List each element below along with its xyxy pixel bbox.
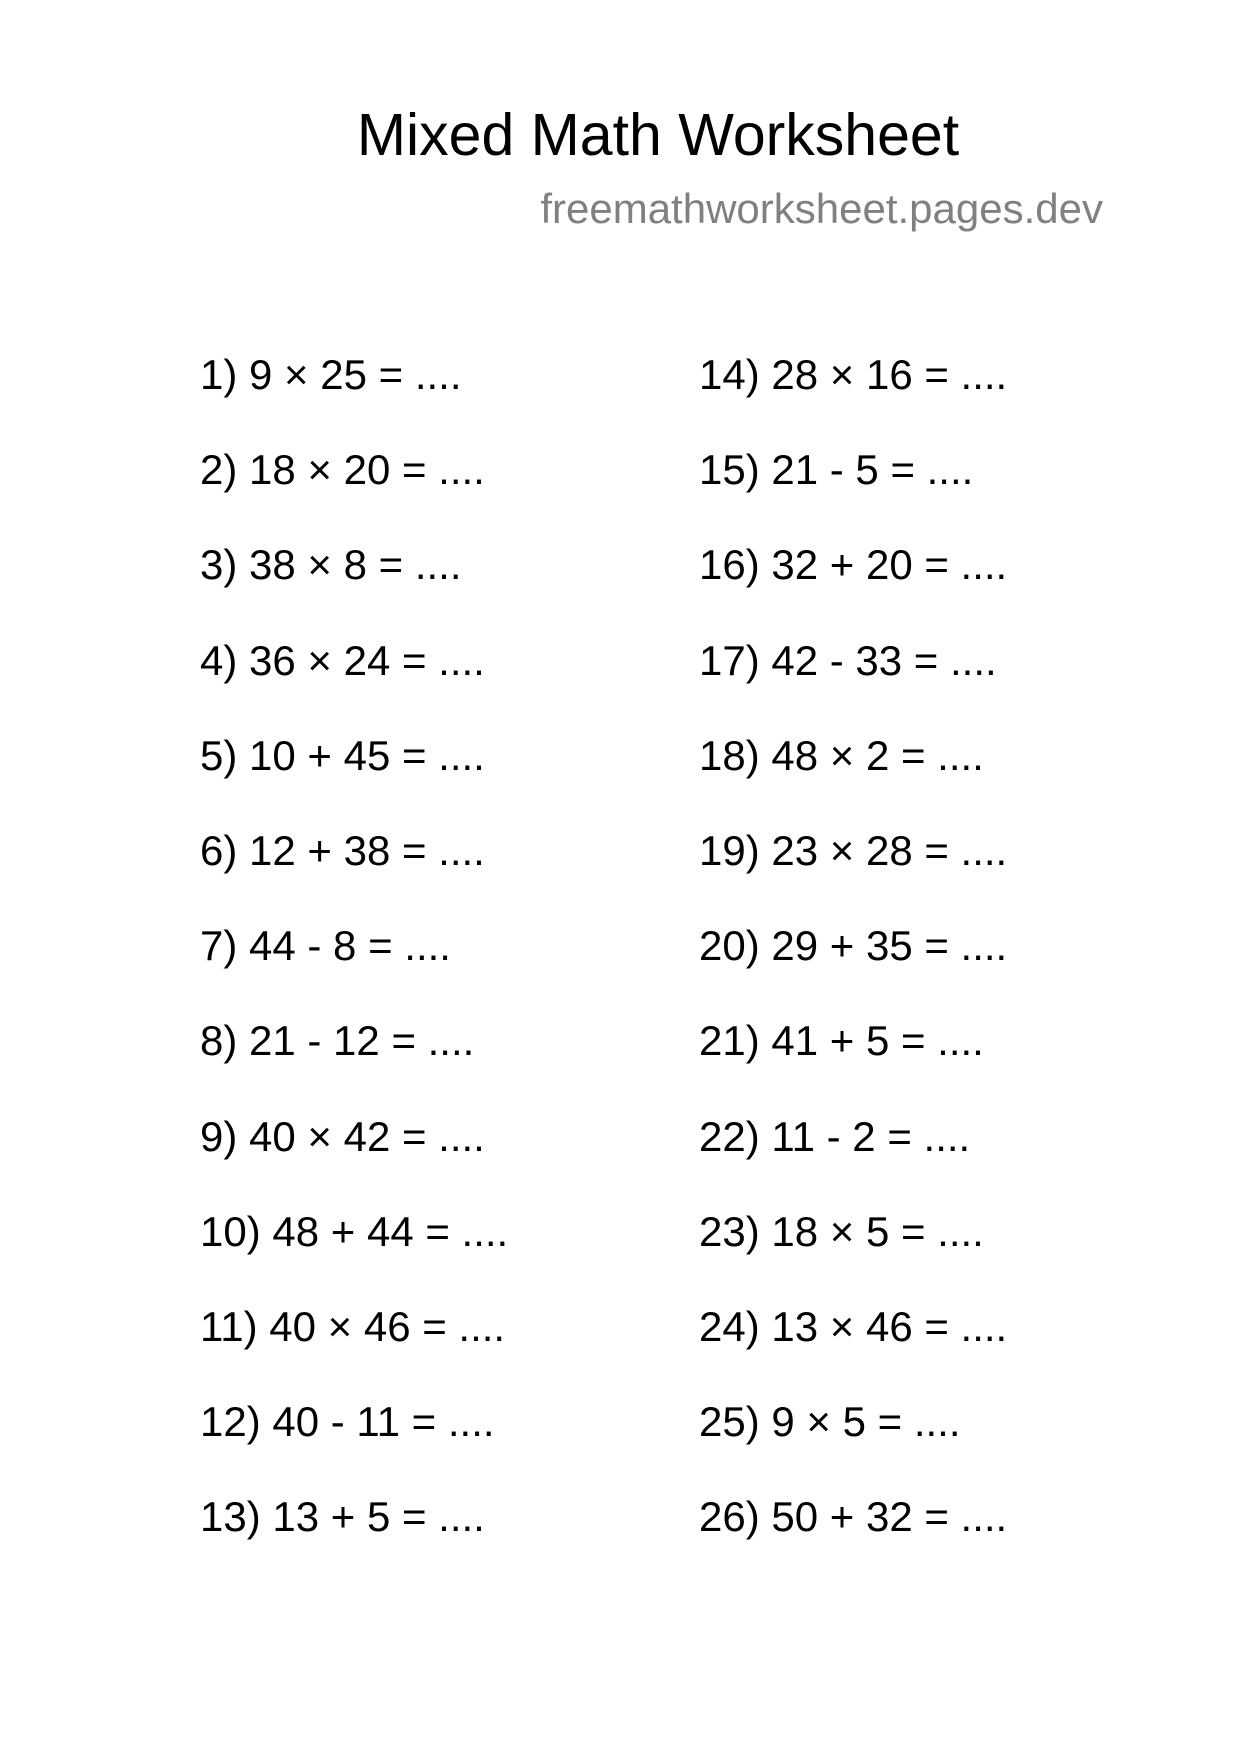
- problem-13: 13) 13 + 5 = ....: [200, 1493, 485, 1541]
- problem-18: 18) 48 × 2 = ....: [699, 731, 984, 779]
- problem-column-left: [200, 350, 508, 1587]
- problem-14: 14) 28 × 16 = ....: [699, 351, 1008, 398]
- problem-11: 11) 40 × 46 = ....: [200, 1302, 506, 1350]
- problem-10: 10) 48 + 44 = ....: [200, 1207, 509, 1255]
- problem-4: 4) 36 × 24 = ....: [200, 636, 485, 684]
- page-title: Mixed Math Worksheet: [356, 102, 960, 168]
- problem-26: 26) 50 + 32 = ....: [699, 1493, 1008, 1541]
- problem-22: 22) 11 - 2 = ....: [699, 1112, 971, 1160]
- problem-24: 24) 13 × 46 = ....: [699, 1302, 1008, 1350]
- problem-5: 5) 10 + 45 = ....: [200, 731, 485, 779]
- source-url: freemathworksheet.pages.dev: [540, 185, 1103, 232]
- problem-16: 16) 32 + 20 = ....: [699, 541, 1008, 589]
- problem-8: 8) 21 - 12 = ....: [200, 1017, 475, 1065]
- problem-25: 25) 9 × 5 = ....: [699, 1398, 961, 1446]
- problem-21: 21) 41 + 5 = ....: [699, 1017, 984, 1065]
- problem-12: 12) 40 - 11 = ....: [200, 1398, 495, 1446]
- problem-1: 1) 9 × 25 = ....: [200, 351, 462, 398]
- problem-15: 15) 21 - 5 = ....: [699, 446, 974, 494]
- problem-2: 2) 18 × 20 = ....: [200, 446, 485, 494]
- problem-6: 6) 12 + 38 = ....: [200, 826, 485, 874]
- problem-column-right: [699, 350, 1007, 1587]
- problem-17: 17) 42 - 33 = ....: [699, 636, 997, 684]
- problem-3: 3) 38 × 8 = ....: [200, 541, 462, 589]
- problem-19: 19) 23 × 28 = ....: [699, 826, 1008, 874]
- problem-7: 7) 44 - 8 = ....: [200, 922, 451, 970]
- problem-23: 23) 18 × 5 = ....: [699, 1207, 984, 1255]
- problem-20: 20) 29 + 35 = ....: [699, 922, 1008, 970]
- problem-9: 9) 40 × 42 = ....: [200, 1112, 485, 1160]
